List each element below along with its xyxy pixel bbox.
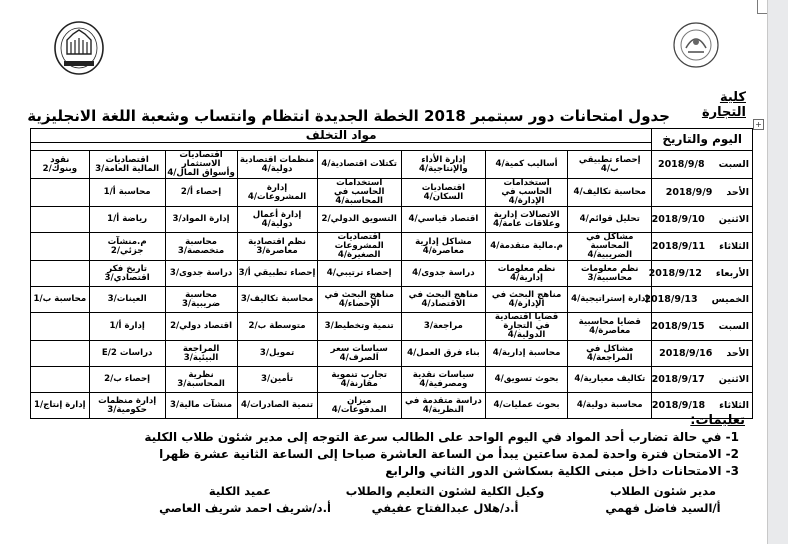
day-date-cell	[652, 151, 753, 179]
subject-cell: إحصاء تطبيقي ب/4	[568, 151, 652, 179]
subject-cell: تأمين/3	[237, 367, 317, 393]
subject-cell	[31, 233, 90, 261]
subject-cell: نقود وبنوك/2	[31, 151, 90, 179]
faculty-name: كلية التجارة	[701, 90, 746, 120]
subject-cell: تكاليف معيارية/4	[568, 367, 652, 393]
day-name: الثلاثاء	[719, 399, 749, 411]
signature-name: أ/السيد فاضل فهمي	[605, 501, 721, 515]
subject-cell	[31, 261, 90, 287]
subject-cell: مشاكل إدارية معاصرة/4	[401, 233, 485, 261]
subject-cell: اقتصاديات الاستثمار وأسواق المال/4	[165, 151, 237, 179]
day-date-cell	[652, 341, 753, 367]
subject-cell: مناهج البحث في الإدارة/4	[486, 287, 568, 313]
university-logo	[52, 18, 106, 76]
subject-cell: دراسات E/2	[89, 341, 165, 367]
subject-cell: محاسبة إدارية/4	[486, 341, 568, 367]
day-date-cell	[652, 207, 753, 233]
exam-date: 2018/9/9	[665, 186, 713, 198]
subject-cell	[31, 313, 90, 341]
subject-cell: مشاكل في المراجعة/4	[568, 341, 652, 367]
instructions-title: تعليمات:	[690, 413, 745, 428]
schedule-row	[31, 233, 753, 261]
day-name: الثلاثاء	[719, 240, 749, 252]
subject-cell: محاسبة ب/1	[31, 287, 90, 313]
subject-cell: نظم معلومات محاسبية/3	[568, 261, 652, 287]
subject-cell: محاسبة متخصصة/3	[165, 233, 237, 261]
subject-cell: تكتلات اقتصادية/4	[317, 151, 401, 179]
subject-cell: اقتصاد دولي/2	[165, 313, 237, 341]
subject-cell: مناهج البحث في الاقتصاد/4	[401, 287, 485, 313]
signature-role: عميد الكلية	[208, 484, 272, 498]
signature-name: أ.د/شريف احمد شريف العاصي	[159, 501, 331, 515]
subject-cell: مشاكل في المحاسبة الضريبية/4	[568, 233, 652, 261]
subject-cell: دراسة متقدمة في النظرية/4	[401, 393, 485, 419]
exam-date: 2018/9/16	[659, 347, 713, 359]
subject-cell: مراجعة/3	[401, 313, 485, 341]
margin-corner-mark	[757, 0, 758, 14]
schedule-body	[31, 151, 753, 419]
day-name: الخميس	[711, 293, 749, 305]
vertical-scrollbar[interactable]	[767, 0, 788, 544]
instruction-item: 1- في حالة تضارب أحد المواد في اليوم الواحد على الطالب سرعة التوجه إلى مدير شئون طلاب الكلية	[144, 430, 739, 444]
subject-cell: إدارة أعمال دولية/4	[237, 207, 317, 233]
instruction-item: 3- الامتحانات داخل مبنى الكلية بسكاشن الدور الثاني والرابع	[385, 464, 739, 478]
subject-cell: إدارة إستراتيجية/4	[568, 287, 652, 313]
subject-cell: استخدامات الحاسب في المحاسبة/4	[317, 179, 401, 207]
subject-cell: إدارة إنتاج/1	[31, 393, 90, 419]
subject-cell: قضايا اقتصادية في التجارة الدولية/4	[486, 313, 568, 341]
subject-cell: محاسبة ضريبية/3	[165, 287, 237, 313]
subject-cell: تحليل قوائم/4	[568, 207, 652, 233]
schedule-row	[31, 261, 753, 287]
subject-cell: رياضة أ/1	[89, 207, 165, 233]
subject-cell: محاسبة أ/1	[89, 179, 165, 207]
day-name: الأربعاء	[715, 267, 749, 279]
schedule-row	[31, 151, 753, 179]
subject-cell: اقتصاد قياسي/4	[401, 207, 485, 233]
subject-cell: تنمية وتخطيط/3	[317, 313, 401, 341]
subject-cell: بناء فرق العمل/4	[401, 341, 485, 367]
exam-schedule-table	[30, 128, 753, 419]
subject-cell: منظمات اقتصادية دولية/4	[237, 151, 317, 179]
faculty-logo	[668, 18, 724, 76]
schedule-row	[31, 393, 753, 419]
exam-date: 2018/9/11	[651, 240, 706, 252]
subject-cell: م.منشآت جزئي/2	[89, 233, 165, 261]
subject-cell: نظرية المحاسبة/3	[165, 367, 237, 393]
signature-name: أ.د/هلال عبدالفتاح عفيفي	[371, 501, 519, 515]
subject-cell: ميزان المدفوعات/4	[317, 393, 401, 419]
schedule-row	[31, 179, 753, 207]
subject-cell: تاريخ فكر اقتصادي/3	[89, 261, 165, 287]
day-name: الاثنين	[718, 213, 749, 225]
day-date-cell	[644, 287, 753, 313]
day-date-cell	[652, 367, 753, 393]
subject-cell: إدارة أ/1	[89, 313, 165, 341]
table-move-handle[interactable]: +	[753, 119, 764, 130]
subject-cell: تمويل/3	[237, 341, 317, 367]
subject-cell: إدارة الأداء والإنتاجية/4	[401, 151, 485, 179]
subject-cell: أساليب كمية/4	[486, 151, 568, 179]
subject-cell: اقتصاديات السكان/4	[401, 179, 485, 207]
subject-cell	[31, 207, 90, 233]
exam-date: 2018/9/15	[651, 320, 705, 332]
day-date-cell	[652, 233, 753, 261]
subject-cell: إحصاء ب/2	[89, 367, 165, 393]
subject-cell: نظم معلومات إدارية/4	[486, 261, 568, 287]
subject-cell: محاسبة تكاليف/3	[237, 287, 317, 313]
subject-cell: إدارة المواد/3	[165, 207, 237, 233]
day-date-cell	[652, 313, 753, 341]
subject-cell: بحوث عمليات/4	[486, 393, 568, 419]
day-date-cell	[652, 179, 753, 207]
exam-date: 2018/9/8	[657, 158, 705, 170]
subject-cell: م.مالية متقدمة/4	[486, 233, 568, 261]
subject-cell: إحصاء أ/2	[165, 179, 237, 207]
day-name: السبت	[718, 320, 749, 332]
subject-cell: استخدامات الحاسب في الإدارة/4	[486, 179, 568, 207]
subject-cell: محاسبة تكاليف/4	[568, 179, 652, 207]
page-title: جدول امتحانات دور سبتمبر 2018 الخطة الجديدة انتظام وانتساب وشعبة اللغة الانجليزية	[27, 107, 670, 125]
subject-cell	[31, 341, 90, 367]
day-name: الأحد	[726, 347, 749, 359]
margin-corner-mark	[757, 13, 767, 14]
day-name: الأحد	[726, 186, 749, 198]
subject-cell: تجارب تنموية مقارنة/4	[317, 367, 401, 393]
subject-cell: التسويق الدولي/2	[317, 207, 401, 233]
signature-role: وكيل الكلية لشئون التعليم والطلاب	[345, 484, 545, 498]
subject-cell: إدارة المشروعات/4	[237, 179, 317, 207]
instruction-item: 2- الامتحان فترة واحدة لمدة ساعتين يبدأ من الساعة العاشرة صباحا إلى الساعة الثانية عشرة ظهرا	[159, 447, 739, 461]
schedule-row	[31, 367, 753, 393]
header-spacer	[31, 143, 652, 151]
subject-cell: قضايا محاسبية معاصرة/4	[568, 313, 652, 341]
exam-date: 2018/9/12	[648, 267, 702, 279]
subject-cell: دراسة جدوى/4	[401, 261, 485, 287]
subject-cell: محاسبة دولية/4	[568, 393, 652, 419]
subject-cell: مناهج البحث في الإحصاء/4	[317, 287, 401, 313]
subject-cell: المراجعة البيئية/3	[165, 341, 237, 367]
schedule-row	[31, 341, 753, 367]
day-name: الاثنين	[718, 373, 749, 385]
subject-cell: بحوث تسويق/4	[486, 367, 568, 393]
subject-cell: إحصاء تطبيقي أ/3	[237, 261, 317, 287]
subject-cell: متوسطة ب/2	[237, 313, 317, 341]
exam-date: 2018/9/17	[651, 373, 705, 385]
subject-cell: اقتصاديات المالية العامة/3	[89, 151, 165, 179]
subject-cell: إدارة منظمات حكومية/3	[89, 393, 165, 419]
exam-date: 2018/9/18	[651, 399, 706, 411]
subject-cell: اقتصاديات المشروعات الصغيرة/4	[317, 233, 401, 261]
subject-cell	[31, 179, 90, 207]
subject-cell: إحصاء ترتيبي/4	[317, 261, 401, 287]
header-subjects: مواد التخلف	[31, 129, 652, 143]
header-day-date: اليوم والتاريخ	[652, 129, 753, 151]
subject-cell: تنمية الصادرات/4	[237, 393, 317, 419]
day-name: السبت	[718, 158, 749, 170]
subject-cell: العينات/3	[89, 287, 165, 313]
exam-date: 2018/9/13	[644, 293, 698, 305]
subject-cell: نظم اقتصادية معاصرة/3	[237, 233, 317, 261]
subject-cell: منشآت مالية/3	[165, 393, 237, 419]
subject-cell	[31, 367, 90, 393]
subject-cell: الاتصالات إدارية وعلاقات عامة/4	[486, 207, 568, 233]
subject-cell: سياسات سعر الصرف/4	[317, 341, 401, 367]
schedule-row	[31, 313, 753, 341]
exam-date: 2018/9/10	[651, 213, 705, 225]
signature-role: مدير شئون الطلاب	[609, 484, 717, 498]
schedule-row	[31, 207, 753, 233]
subject-cell: سياسات نقدية ومصرفية/4	[401, 367, 485, 393]
subject-cell: دراسة جدوى/3	[165, 261, 237, 287]
day-date-cell	[648, 261, 753, 287]
schedule-row	[31, 287, 753, 313]
